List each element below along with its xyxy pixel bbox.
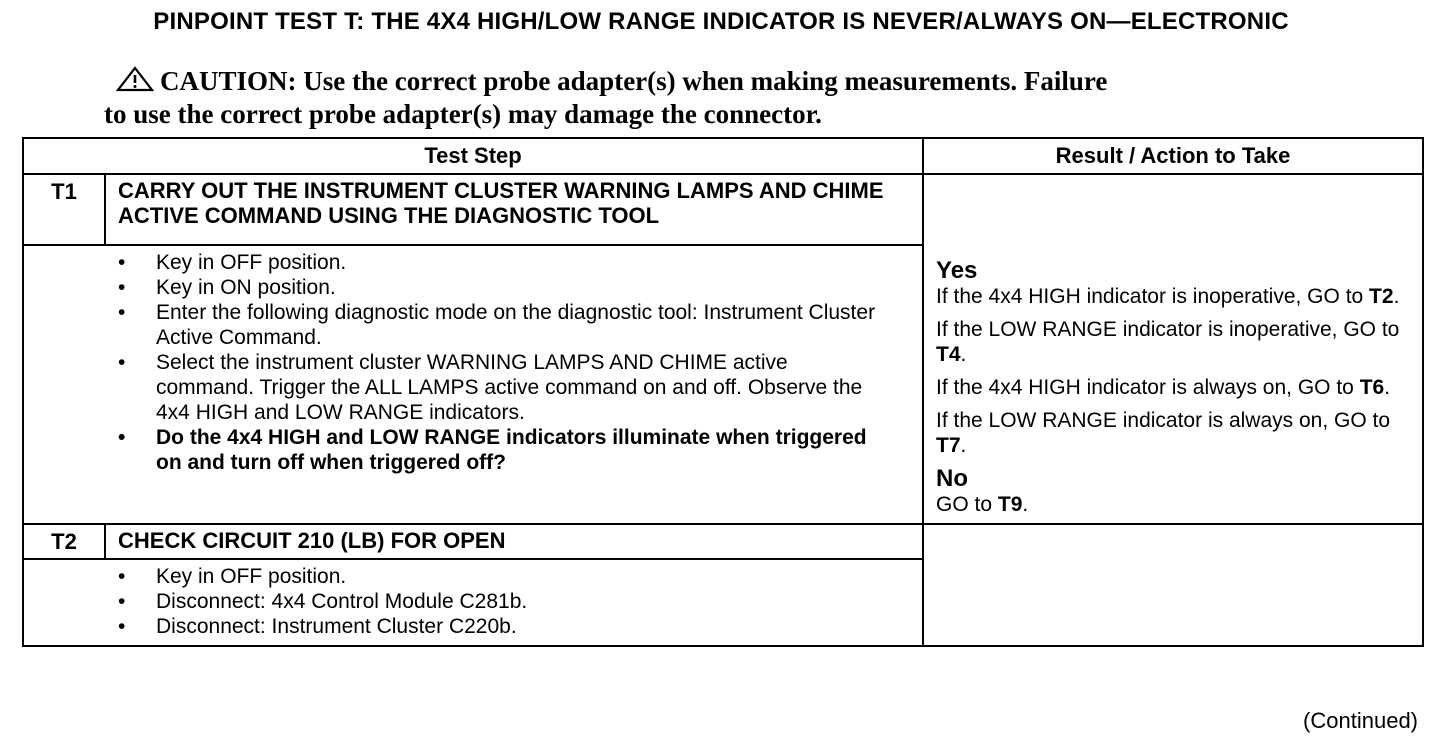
result-item: If the 4x4 HIGH indicator is inoperative, GO to T2. (936, 285, 1400, 308)
goto-link[interactable]: T2 (1369, 285, 1394, 308)
step-number: T1 (23, 174, 105, 245)
continued-note: (Continued) (1303, 708, 1418, 733)
step-number: T2 (23, 524, 105, 559)
header-result: Result / Action to Take (923, 138, 1423, 174)
goto-link[interactable]: T9 (997, 493, 1023, 516)
step-body (23, 559, 923, 646)
list-item: • Disconnect: 4x4 Control Module C281b. (118, 590, 528, 613)
goto-link[interactable]: T4 (936, 343, 961, 366)
caution-note (104, 66, 1324, 130)
pinpoint-test-table (22, 137, 1424, 647)
warning-triangle-icon (116, 66, 154, 99)
header-test-step: Test Step (23, 138, 923, 174)
result-no-label: No (936, 465, 969, 492)
goto-link[interactable]: T7 (936, 434, 961, 457)
result-item: GO to T9. (936, 493, 1029, 516)
list-item: • Key in OFF position. (118, 250, 347, 274)
step-title: CARRY OUT THE INSTRUMENT CLUSTER WARNING LAMPS AND CHIME ACTIVE COMMAND USING THE DIAGNOSTIC TOOL (105, 174, 923, 245)
step-body (23, 245, 923, 524)
result-item: If the LOW RANGE indicator is always on, GO to T7. (936, 409, 1391, 457)
goto-link[interactable]: T6 (1359, 376, 1385, 399)
page-title: PINPOINT TEST T: THE 4X4 HIGH/LOW RANGE INDICATOR IS NEVER/ALWAYS ON—ELECTRONIC (153, 8, 1289, 35)
list-item: • Key in OFF position. (118, 565, 347, 588)
step-title: CHECK CIRCUIT 210 (LB) FOR OPEN (105, 524, 923, 559)
result-item: If the LOW RANGE indicator is inoperative, GO to T4. (936, 318, 1400, 366)
result-yes-label: Yes (936, 257, 978, 284)
table-header-row (23, 138, 1423, 174)
list-item: • Select the instrument cluster WARNING LAMPS AND CHIME active command. Trigger the ALL LAMPS active command on and off. Observe the 4x4 HIGH and LOW RANGE indicators. (118, 350, 863, 424)
caution-line-2: to use the correct probe adapter(s) may damage the connector. (104, 99, 822, 129)
step-t2-result (923, 524, 1423, 646)
step-t1-title-row (23, 174, 1423, 245)
list-item: • Key in ON position. (118, 275, 336, 299)
step-t2-title-row (23, 524, 1423, 559)
list-item: • Disconnect: Instrument Cluster C220b. (118, 615, 517, 638)
caution-line-1: CAUTION: Use the correct probe adapter(s) when making measurements. Failure (160, 66, 1108, 96)
step-t1-result (923, 174, 1423, 524)
list-item: • Enter the following diagnostic mode on the diagnostic tool: Instrument Cluster Active Command. (118, 300, 876, 349)
list-item: • Do the 4x4 HIGH and LOW RANGE indicators illuminate when triggered on and turn off when triggered off? (118, 425, 867, 474)
result-item: If the 4x4 HIGH indicator is always on, GO to T6. (936, 376, 1391, 399)
